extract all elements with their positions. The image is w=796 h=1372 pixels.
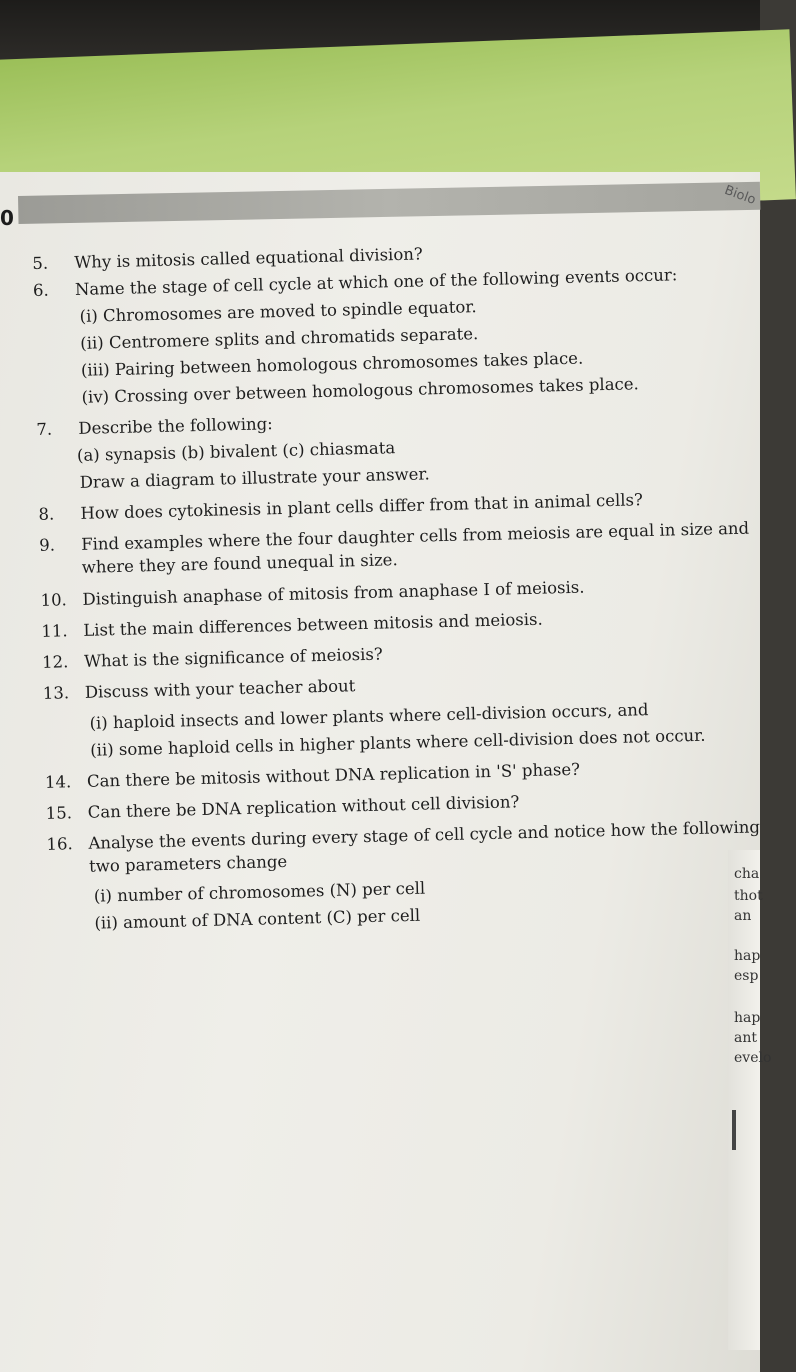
question-list	[32, 233, 759, 938]
question-number: 15.	[45, 803, 73, 823]
question-number: 5.	[32, 253, 49, 273]
sub-item: (ii) some haploid cells in higher plants where cell-division does not occur.	[90, 725, 706, 760]
subject-label: Biolo	[722, 182, 758, 209]
question-number: 10.	[40, 590, 68, 610]
question-number: 9.	[38, 535, 56, 555]
question-number: 8.	[38, 504, 55, 524]
bleed-text: an	[734, 908, 752, 924]
bleed-text: esp	[734, 968, 759, 984]
question-text: Discuss with your teacher about	[84, 676, 356, 702]
page-number-fragment: 0	[0, 206, 14, 230]
bleed-text: ant	[734, 1030, 757, 1046]
bleed-text: cha	[734, 866, 760, 882]
question-number: 6.	[32, 280, 49, 300]
question-text: Name the stage of cell cycle at which one of the following events occur:	[74, 265, 678, 299]
adjacent-page-edge	[728, 850, 772, 1350]
question-text: What is the significance of meiosis?	[83, 644, 383, 671]
question-text: How does cytokinesis in plant cells differ from that in animal cells?	[80, 490, 644, 523]
sub-item: (iv) Crossing over between homologous chromosomes takes place.	[81, 374, 639, 407]
bleed-text: hap	[734, 1010, 761, 1026]
question-text: Can there be mitosis without DNA replication in 'S' phase?	[86, 759, 581, 791]
bleed-text: evelo	[734, 1050, 772, 1066]
question-text: Find examples where the four daughter cells from meiosis are equal in size and	[80, 518, 750, 554]
bleed-mark	[732, 1110, 736, 1150]
question-text: Analyse the events during every stage of cell cycle and notice how the following	[88, 817, 761, 853]
question-number: 11.	[41, 621, 68, 641]
question-continuation: where they are found unequal in size.	[81, 550, 398, 577]
sub-item: (a) synapsis (b) bivalent (c) chiasmata	[76, 438, 396, 465]
question-continuation: Draw a diagram to illustrate your answer.	[79, 464, 430, 492]
sub-item: (i) number of chromosomes (N) per cell	[93, 878, 426, 906]
question-number: 14.	[44, 772, 72, 792]
question-text: List the main differences between mitosis and meiosis.	[83, 609, 543, 640]
bleed-text: thot	[734, 888, 763, 904]
sub-item: (ii) Centromere splits and chromatids separate.	[80, 324, 479, 353]
sub-item: (i) haploid insects and lower plants where cell-division occurs, and	[89, 700, 649, 733]
sub-item: (ii) amount of DNA content (C) per cell	[94, 905, 421, 933]
question-number: 12.	[41, 652, 69, 672]
bleed-text: hap	[734, 948, 761, 964]
question-number: 16.	[46, 834, 73, 854]
question-text: Can there be DNA replication without cell division?	[87, 792, 520, 822]
question-continuation: two parameters change	[88, 851, 288, 876]
sub-item: (i) Chromosomes are moved to spindle equator.	[79, 297, 477, 326]
sub-item: (iii) Pairing between homologous chromosomes takes place.	[80, 348, 584, 380]
question-text: Describe the following:	[78, 414, 273, 438]
question-number: 7.	[36, 419, 53, 439]
question-text: Why is mitosis called equational division?	[74, 244, 423, 272]
question-text: Distinguish anaphase of mitosis from anaphase I of meiosis.	[82, 577, 585, 609]
question-number: 13.	[42, 683, 70, 703]
